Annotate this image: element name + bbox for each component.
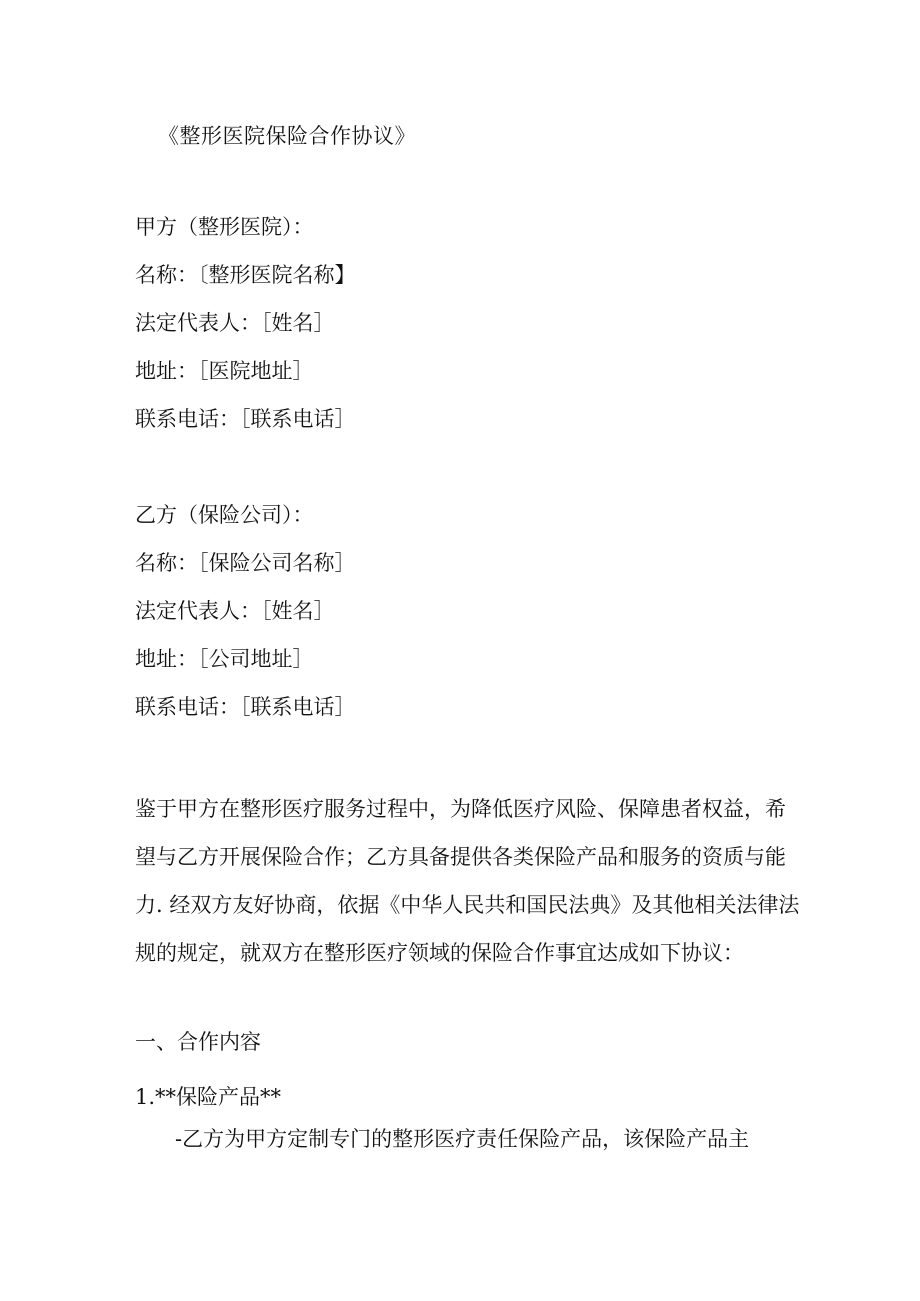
party-b-representative: 法定代表人：［姓名］ [135, 599, 335, 623]
document-title: 《整形医院保险合作协议》 [158, 124, 416, 148]
party-a-representative: 法定代表人：［姓名］ [135, 311, 335, 335]
party-b-name: 名称：［保险公司名称］ [135, 551, 356, 575]
item-1-text: -乙方为甲方定制专门的整形医疗责任保险产品，该保险产品主 [175, 1127, 750, 1151]
party-b-phone: 联系电话：［联系电话］ [135, 695, 356, 719]
preamble-paragraph [135, 785, 800, 977]
party-b-heading: 乙方（保险公司）： [135, 503, 314, 527]
party-a-address: 地址：［医院地址］ [135, 359, 314, 383]
party-b-address: 地址：［公司地址］ [135, 647, 314, 671]
party-a-name: 名称：〔整形医院名称】 [135, 263, 356, 287]
preamble-line: 规的规定，就双方在整形医疗领域的保险合作事宜达成如下协议： [135, 941, 744, 965]
preamble-line: 望与乙方开展保险合作；乙方具备提供各类保险产品和服务的资质与能 [135, 845, 786, 869]
item-1-title: 1.**保险产品** [135, 1085, 282, 1109]
party-a-heading: 甲方（整形医院）： [135, 215, 314, 239]
preamble-line: 鉴于甲方在整形医疗服务过程中，为降低医疗风险、保障患者权益，希 [135, 797, 786, 821]
section-1-heading: 一、合作内容 [135, 1030, 261, 1054]
preamble-line: 力. 经双方友好协商，依据《中华人民共和国民法典》及其他相关法律法 [135, 893, 800, 917]
party-a-phone: 联系电话：［联系电话］ [135, 407, 356, 431]
